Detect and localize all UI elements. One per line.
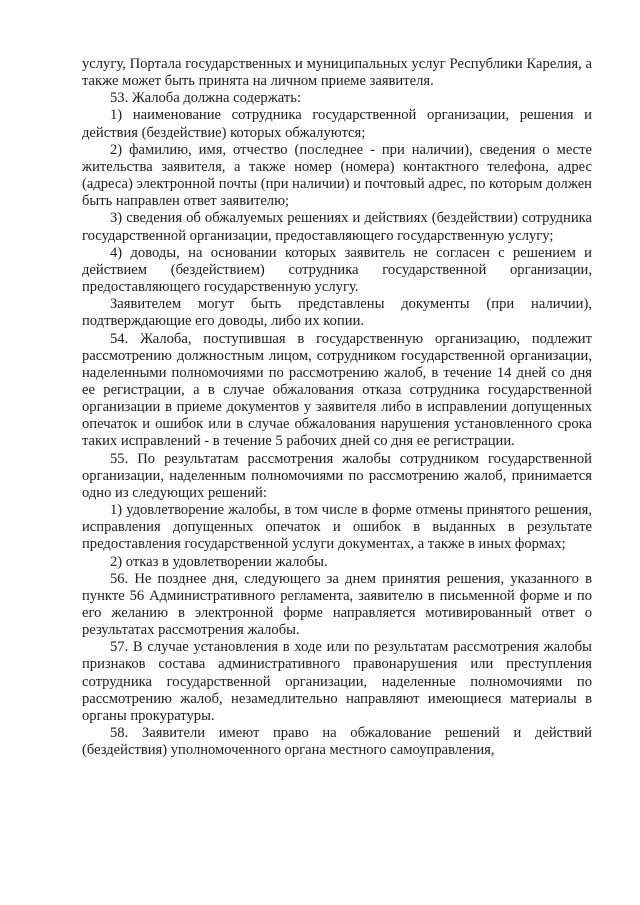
list-item-55-1: 1) удовлетворение жалобы, в том числе в форме отмены принятого решения, исправления допущенных опечаток и ошибок в выданных в результате предоставления государственной услуги документах, а также в иных формах; bbox=[82, 502, 592, 553]
paragraph-56: 56. Не позднее дня, следующего за днем принятия решения, указанного в пункте 56 Административного регламента, заявителю в письменной форме и по его желанию в электронной форме направляется мотивированный ответ о результатах рассмотрения жалобы. bbox=[82, 570, 592, 639]
paragraph-54: 54. Жалоба, поступившая в государственную организацию, подлежит рассмотрению должностным лицом, сотрудником государственной организации, наделенными полномочиями по рассмотрению жалоб, в течение 14 дней со дня ее регистрации, а в случае обжалования отказа сотрудника государственной организации в приеме документов у заявителя либо в исправлении допущенных опечаток и ошибок или в случае обжалования нарушения установленного срока таких исправлений - в течение 5 рабочих дней со дня ее регистрации. bbox=[82, 330, 592, 450]
list-item-53-1: 1) наименование сотрудника государственной организации, решения и действия (бездействие) которых обжалуются; bbox=[82, 107, 592, 141]
list-item-55-2: 2) отказ в удовлетворении жалобы. bbox=[110, 553, 328, 570]
paragraph-55: 55. По результатам рассмотрения жалобы сотрудником государственной организации, наделенным полномочиями по рассмотрению жалоб, принимается одно из следующих решений: bbox=[82, 450, 592, 501]
paragraph-57: 57. В случае установления в ходе или по результатам рассмотрения жалобы признаков состава административного правонарушения или преступления сотрудника государственной организации, наделенные полномочиями по рассмотрению жалоб, незамедлительно направляют имеющиеся материалы в органы прокуратуры. bbox=[82, 639, 592, 724]
paragraph-58: 58. Заявители имеют право на обжалование решений и действий (бездействия) уполномоченного органа местного самоуправления, bbox=[82, 725, 592, 759]
list-item-53-3: 3) сведения об обжалуемых решениях и действиях (бездействии) сотрудника государственной организации, предоставляющего государственную услугу; bbox=[82, 210, 592, 244]
list-item-53-2: 2) фамилию, имя, отчество (последнее - при наличии), сведения о месте жительства заявителя, а также номер (номера) контактного телефона, адрес (адреса) электронной почты (при наличии) и почтовый адрес, по которым должен быть направлен ответ заявителю; bbox=[82, 141, 592, 210]
paragraph-53: 53. Жалоба должна содержать: bbox=[110, 90, 301, 107]
paragraph-continuation: услугу, Портала государственных и муниципальных услуг Республики Карелия, а также может быть принята на личном приеме заявителя. bbox=[82, 56, 592, 90]
paragraph-documents: Заявителем могут быть представлены документы (при наличии), подтверждающие его доводы, либо их копии. bbox=[82, 296, 592, 330]
list-item-53-4: 4) доводы, на основании которых заявитель не согласен с решением и действием (бездействием) сотрудника государственной организации, предоставляющего государственную услугу. bbox=[82, 244, 592, 296]
